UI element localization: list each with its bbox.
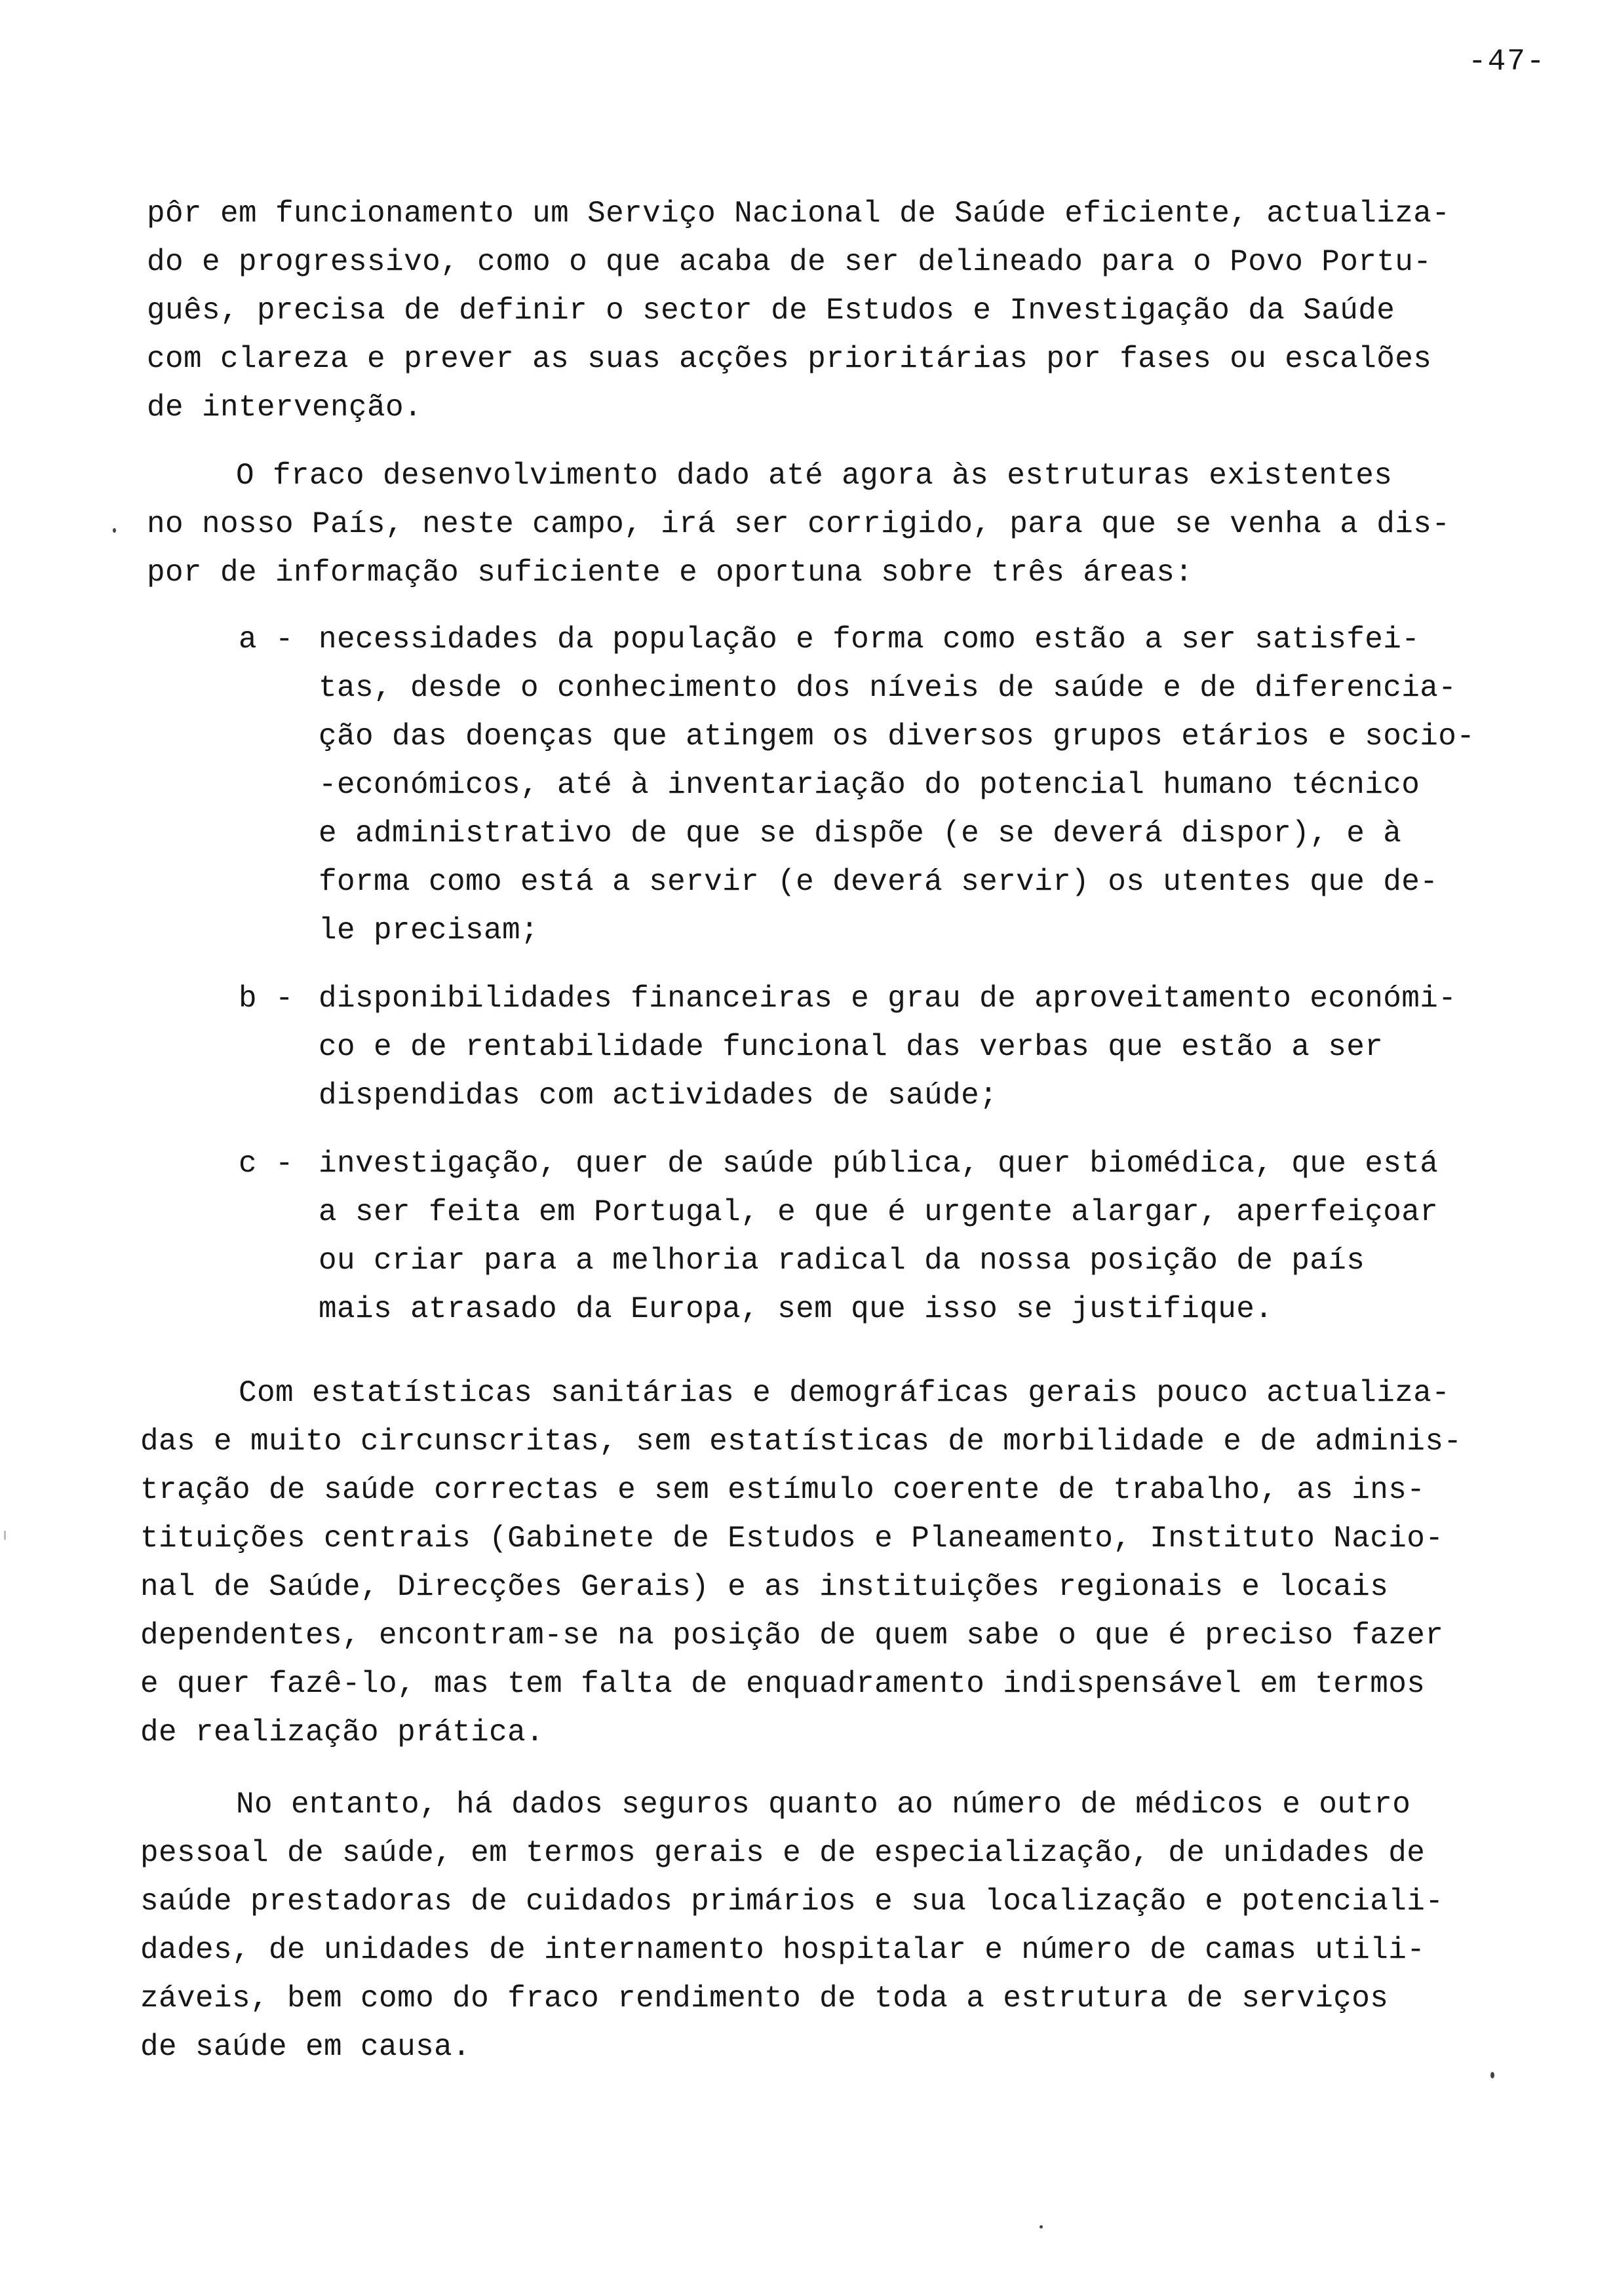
text-line: e quer fazê-lo, mas tem falta de enquadramento indispensável em termos bbox=[140, 1667, 1426, 1701]
scan-speck bbox=[113, 528, 116, 533]
text-line: pôr em funcionamento um Serviço Nacional de Saúde eficiente, actualiza- bbox=[147, 197, 1450, 231]
text-line: le precisam; bbox=[319, 913, 539, 947]
text-line: investigação, quer de saúde pública, quer biomédica, que está bbox=[319, 1147, 1439, 1181]
text-line: tração de saúde correctas e sem estímulo coerente de trabalho, as ins- bbox=[140, 1473, 1426, 1507]
text-line: dependentes, encontram-se na posição de quem sabe o que é preciso fazer bbox=[140, 1618, 1444, 1653]
list-marker: b - bbox=[239, 982, 294, 1016]
text-line: com clareza e prever as suas acções prioritárias por fases ou escalões bbox=[147, 342, 1432, 376]
text-line: co e de rentabilidade funcional das verbas que estão a ser bbox=[319, 1030, 1384, 1064]
text-line: nal de Saúde, Direcções Gerais) e as instituições regionais e locais bbox=[140, 1570, 1389, 1604]
text-line: disponibilidades financeiras e grau de aproveitamento económi- bbox=[319, 982, 1457, 1016]
text-line: dades, de unidades de internamento hospitalar e número de camas utili- bbox=[140, 1933, 1426, 1967]
text-line: O fraco desenvolvimento dado até agora às estruturas existentes bbox=[236, 459, 1393, 493]
text-line: záveis, bem como do fraco rendimento de toda a estrutura de serviços bbox=[140, 1981, 1389, 2016]
text-line: guês, precisa de definir o sector de Estudos e Investigação da Saúde bbox=[147, 294, 1395, 328]
scan-speck bbox=[1040, 2225, 1043, 2229]
text-line: ção das doenças que atingem os diversos grupos etários e socio- bbox=[319, 719, 1475, 754]
text-line: -económicos, até à inventariação do potencial humano técnico bbox=[319, 768, 1420, 802]
text-line: das e muito circunscritas, sem estatísticas de morbilidade e de adminis- bbox=[140, 1425, 1462, 1459]
text-line: por de informação suficiente e oportuna sobre três áreas: bbox=[147, 556, 1194, 590]
text-line: necessidades da população e forma como estão a ser satisfei- bbox=[319, 622, 1420, 657]
text-line: no nosso País, neste campo, irá ser corrigido, para que se venha a dis- bbox=[147, 507, 1450, 541]
text-line: tituições centrais (Gabinete de Estudos e Planeamento, Instituto Nacio- bbox=[140, 1521, 1444, 1556]
text-line: e administrativo de que se dispõe (e se deverá dispor), e à bbox=[319, 816, 1402, 851]
text-line: de realização prática. bbox=[140, 1715, 545, 1750]
text-line: forma como está a servir (e deverá servir) os utentes que de- bbox=[319, 865, 1439, 899]
text-line: do e progressivo, como o que acaba de ser delineado para o Povo Portu- bbox=[147, 245, 1432, 279]
scan-speck bbox=[1490, 2072, 1494, 2078]
list-marker: c - bbox=[239, 1147, 294, 1181]
text-line: de saúde em causa. bbox=[140, 2030, 471, 2064]
list-marker: a - bbox=[239, 622, 294, 657]
text-line: saúde prestadoras de cuidados primários e sua localização e potenciali- bbox=[140, 1885, 1444, 1919]
scan-speck bbox=[4, 1531, 6, 1540]
text-line: No entanto, há dados seguros quanto ao número de médicos e outro bbox=[236, 1788, 1411, 1822]
text-line: ou criar para a melhoria radical da nossa posição de país bbox=[319, 1244, 1365, 1278]
text-line: Com estatísticas sanitárias e demográficas gerais pouco actualiza- bbox=[239, 1376, 1450, 1410]
text-line: de intervenção. bbox=[147, 391, 423, 425]
text-line: a ser feita em Portugal, e que é urgente alargar, aperfeiçoar bbox=[319, 1195, 1439, 1229]
text-line: tas, desde o conhecimento dos níveis de saúde e de diferencia- bbox=[319, 671, 1457, 705]
page-number: -47- bbox=[1468, 45, 1546, 79]
text-line: pessoal de saúde, em termos gerais e de especialização, de unidades de bbox=[140, 1836, 1426, 1870]
text-line: mais atrasado da Europa, sem que isso se justifique. bbox=[319, 1292, 1274, 1326]
text-line: dispendidas com actividades de saúde; bbox=[319, 1079, 998, 1113]
